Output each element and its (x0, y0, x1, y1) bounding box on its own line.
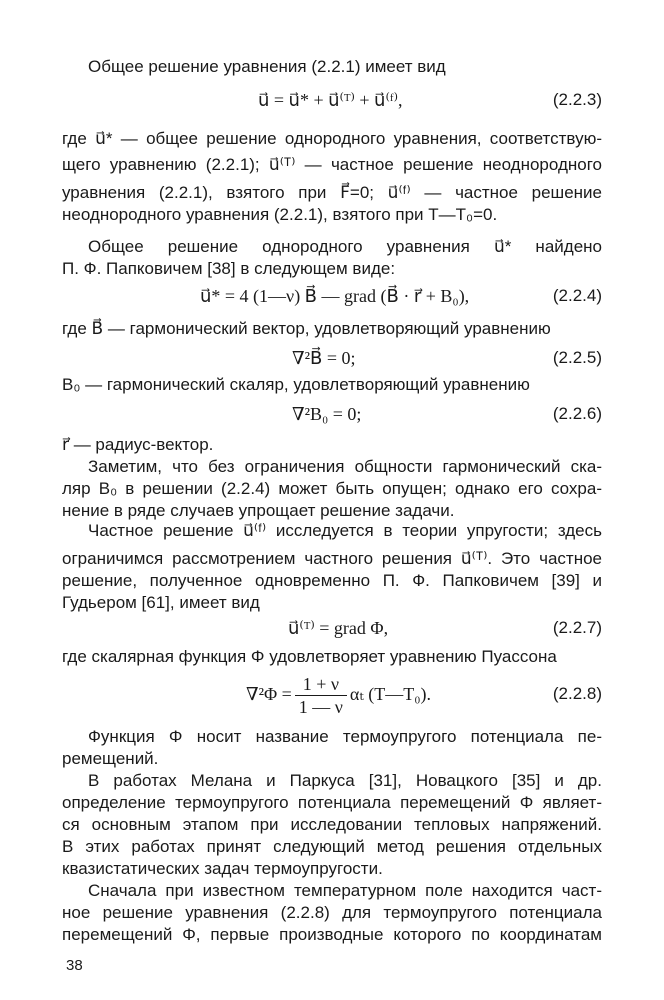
equation-2-2-4: u⃗* = 4 (1—ν) B⃗ — grad (B⃗ · r⃗ + B₀), (200, 286, 470, 306)
text-line: ное решение уравнения (2.2.8) для термоупругого потенциала (62, 903, 602, 922)
fraction (295, 673, 347, 718)
text-line: Сначала при известном температурном поле находится част- (88, 881, 602, 900)
equation-number: (2.2.3) (552, 90, 602, 109)
text-line: Общее решение однородного уравнения u⃗* найдено (88, 237, 602, 256)
equation-number: (2.2.6) (552, 404, 602, 423)
text-line: Частное решение u⃗⁽ᶠ⁾ исследуется в теории упругости; здесь (88, 521, 602, 540)
text-line: где u⃗* — общее решение однородного уравнения, соответствую- (62, 129, 602, 148)
equation-2-2-3: u⃗ = u⃗* + u⃗⁽ᵀ⁾ + u⃗⁽ᶠ⁾, (258, 90, 403, 110)
text-line: Заметим, что без ограничения общности гармонический ска- (88, 457, 602, 476)
text-line: В этих работах принят следующий метод решения отдельных (62, 837, 602, 856)
equation-number: (2.2.5) (552, 348, 602, 367)
text-line: П. Ф. Папковичем [38] в следующем виде: (62, 259, 396, 278)
equation-number: (2.2.4) (552, 286, 602, 305)
text-line: где B⃗ — гармонический вектор, удовлетворяющий уравнению (62, 319, 551, 338)
equation-number: (2.2.7) (552, 618, 602, 637)
text-line: ся основным этапом при исследовании тепловых напряжений. (62, 815, 602, 834)
equation-2-2-5: ∇²B⃗ = 0; (292, 348, 356, 368)
text-line: решение, полученное одновременно П. Ф. Папковичем [39] и (62, 571, 602, 590)
text-line: неоднородного уравнения (2.2.1), взятого при T—T₀=0. (62, 205, 498, 224)
equation-2-2-6: ∇²B₀ = 0; (292, 404, 362, 424)
text-line: B₀ — гармонический скаляр, удовлетворяющий уравнению (62, 375, 530, 394)
text-line: уравнения (2.2.1), взятого при F⃗=0; u⃗⁽ᶠ⁾ — частное решение (62, 183, 602, 202)
text-line: щего уравнению (2.2.1); u⃗⁽ᵀ⁾ — частное решение неоднородного (62, 155, 602, 174)
text-line: где скалярная функция Φ удовлетворяет уравнению Пуассона (62, 647, 557, 666)
text-line: Функция Φ носит название термоупругого потенциала пе- (88, 727, 602, 746)
equation-number: (2.2.8) (552, 684, 602, 703)
text-line: ляр B₀ в решении (2.2.4) может быть опущен; однако его сохра- (62, 479, 602, 498)
text-line: квазистатических задач термоупругости. (62, 859, 383, 878)
text-line: ремещений. (62, 749, 159, 768)
equation-rhs: αₜ (T—T₀). (349, 684, 432, 704)
equation-2-2-8 (246, 670, 431, 718)
text-line: перемещений Φ, первые производные которого по координатам (62, 925, 602, 944)
text-line: r⃗ — радиус-вектор. (62, 435, 214, 454)
text-line: Гудьером [61], имеет вид (62, 593, 260, 612)
text-line: ограничимся рассмотрением частного решения u⃗⁽ᵀ⁾. Это частное (62, 549, 602, 568)
text-line: В работах Мелана и Паркуса [31], Новацкого [35] и др. (88, 771, 602, 790)
fraction-denominator: 1 — ν (298, 697, 343, 718)
fraction-numerator: 1 + ν (295, 673, 347, 696)
text-line: Общее решение уравнения (2.2.1) имеет вид (88, 57, 446, 76)
page-number: 38 (66, 957, 83, 974)
text-line: определение термоупругого потенциала перемещений Φ являет- (62, 793, 602, 812)
equation-2-2-7: u⃗⁽ᵀ⁾ = grad Φ, (288, 618, 389, 638)
text-line: нение в ряде случаев упрощает решение задачи. (62, 501, 455, 520)
equation-lhs: ∇²Φ = (246, 684, 292, 704)
